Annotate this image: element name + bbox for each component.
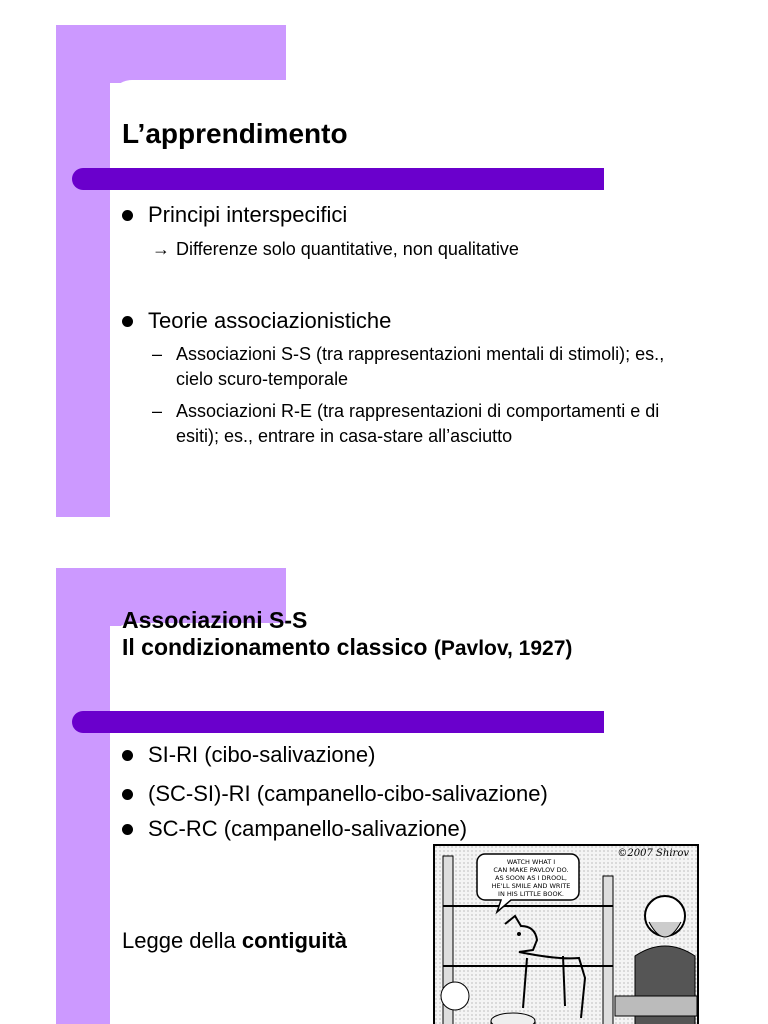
- bullet-text: SC-RC (campanello-salivazione): [148, 816, 468, 841]
- bullet-item: [122, 816, 467, 842]
- slide-2: [0, 540, 768, 1024]
- accent-band: [56, 568, 110, 1024]
- title-underline-bar: [72, 168, 604, 190]
- bullet-item: [122, 202, 347, 228]
- title-main: Il condizionamento classico: [122, 634, 428, 660]
- bullet-dot-icon: [122, 789, 133, 800]
- sub-item: [152, 237, 519, 262]
- speech-line: AS SOON AS I DROOL,: [495, 874, 567, 882]
- cartoon-signature: ©2007 Shirov: [617, 848, 689, 859]
- bullet-text: SI-RI (cibo-salivazione): [148, 742, 376, 767]
- title-line-2: [122, 634, 622, 662]
- title-line-1: Associazioni S-S: [122, 607, 308, 633]
- title-underline-bar: [72, 711, 604, 733]
- arrow-right-icon: →: [152, 239, 170, 259]
- speech-bubble-text: [489, 858, 573, 898]
- slide-title: [122, 607, 622, 662]
- speech-line: HE'LL SMILE AND WRITE: [491, 882, 571, 890]
- bullet-dot-icon: [122, 210, 133, 221]
- sub-item: [152, 399, 696, 449]
- law-emphasis: contiguità: [241, 928, 348, 953]
- speech-line: CAN MAKE PAVLOV DO.: [493, 866, 569, 874]
- slide-title: L’apprendimento: [122, 118, 348, 149]
- sub-item: [152, 342, 696, 392]
- bullet-item: [122, 781, 548, 807]
- accent-band: [56, 25, 110, 517]
- bullet-text: Teorie associazionistiche: [148, 308, 392, 333]
- bullet-item: [122, 742, 375, 768]
- dash-icon: –: [152, 344, 163, 364]
- bullet-dot-icon: [122, 316, 133, 327]
- law-prefix: Legge della: [122, 928, 236, 953]
- bullet-dot-icon: [122, 750, 133, 761]
- pavlov-cartoon: [433, 844, 699, 1024]
- law-text: [122, 928, 347, 954]
- speech-line: IN HIS LITTLE BOOK.: [498, 890, 564, 898]
- speech-line: WATCH WHAT I: [506, 858, 556, 866]
- bullet-text: Principi interspecifici: [148, 202, 348, 227]
- accent-top-band: [56, 25, 286, 83]
- sub-text: Differenze solo quantitative, non qualitative: [176, 239, 519, 259]
- bullet-dot-icon: [122, 824, 133, 835]
- title-citation: (Pavlov, 1927): [433, 637, 573, 660]
- bullet-text: (SC-SI)-RI (campanello-cibo-salivazione): [148, 781, 548, 806]
- sub-text: Associazioni S-S (tra rappresentazioni mentali di stimoli); es., cielo scuro-temporale: [176, 344, 665, 389]
- dash-icon: –: [152, 401, 163, 421]
- sub-text: Associazioni R-E (tra rappresentazioni di comportamenti e di esiti); es., entrare in casa-stare all’asciutto: [176, 401, 660, 446]
- bullet-item: [122, 308, 391, 334]
